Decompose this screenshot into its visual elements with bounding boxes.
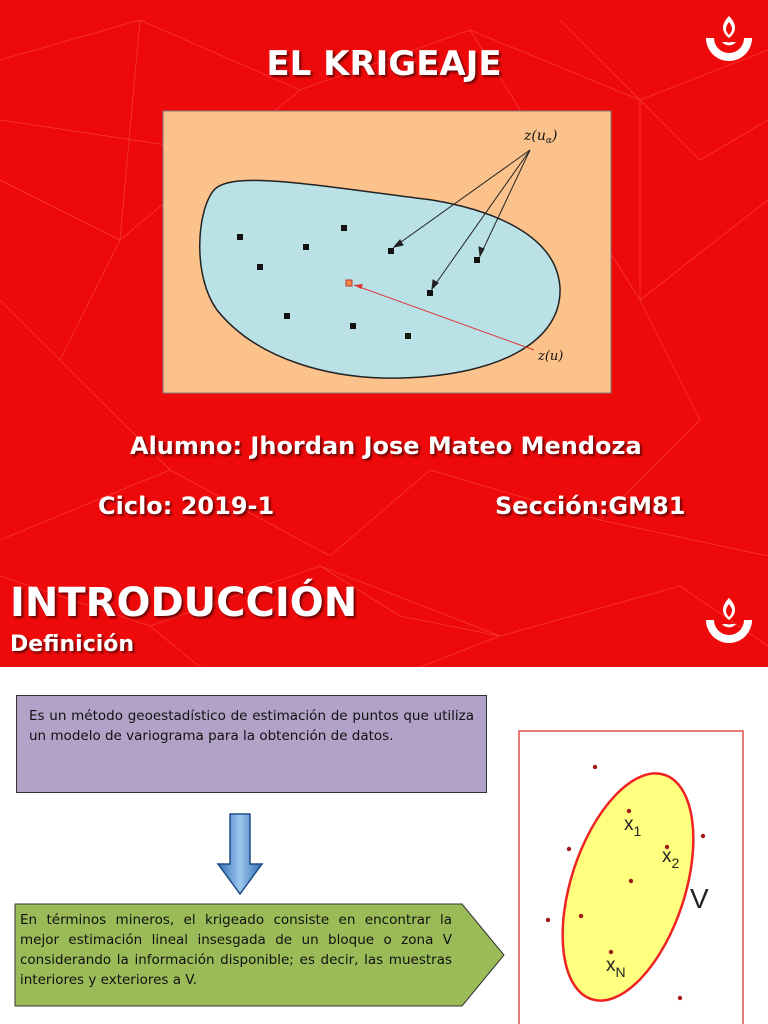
label-xn: $x_N$ (606, 955, 626, 980)
intro-slide-content (0, 667, 768, 1024)
target-label: z(u) (538, 349, 564, 364)
sample-point (257, 264, 263, 270)
sample-point (405, 333, 411, 339)
section-subheading: Definición (10, 632, 135, 657)
down-arrow-icon (216, 812, 264, 896)
sample-dot (629, 879, 633, 883)
sample-dot (627, 809, 631, 813)
label-block-v: V (690, 883, 709, 914)
definition-box: Es un método geoestadístico de estimación de puntos que utiliza un modelo de variograma para la obtención de datos. (16, 695, 487, 793)
intro-slide-header (0, 556, 768, 667)
kriging-diagram (162, 110, 612, 394)
label-x2: $x_2$ (662, 846, 680, 871)
sample-dot (609, 950, 613, 954)
sample-point (284, 313, 290, 319)
samples-label: $z(u_\alpha)$ (524, 128, 558, 146)
sample-point (474, 257, 480, 263)
label-x1: $x_1$ (624, 814, 642, 839)
sample-dot (701, 834, 705, 838)
block-v-figure (518, 730, 744, 1024)
sample-dot (579, 914, 583, 918)
section-label: Sección:GM81 (495, 492, 686, 520)
section-heading: INTRODUCCIÓN (10, 580, 358, 626)
sample-dot (546, 918, 550, 922)
sample-point (388, 248, 394, 254)
target-point (346, 280, 352, 286)
sample-dot (567, 847, 571, 851)
sample-point (350, 323, 356, 329)
sample-point (427, 290, 433, 296)
sample-point (237, 234, 243, 240)
sample-dot (678, 996, 682, 1000)
cycle-label: Ciclo: 2019-1 (98, 492, 275, 520)
slide-title: EL KRIGEAJE (266, 44, 502, 84)
sample-point (303, 244, 309, 250)
sample-point (341, 225, 347, 231)
sample-dot (593, 765, 597, 769)
upc-logo-icon (700, 596, 758, 656)
student-name: Alumno: Jhordan Jose Mateo Mendoza (130, 432, 642, 460)
mining-text: En términos mineros, el krigeado consiste en encontrar la mejor estimación lineal insesgada de un bloque o zona V considerando la información disponible; es decir, las muestras interiores y exteriores a V. (20, 912, 452, 988)
